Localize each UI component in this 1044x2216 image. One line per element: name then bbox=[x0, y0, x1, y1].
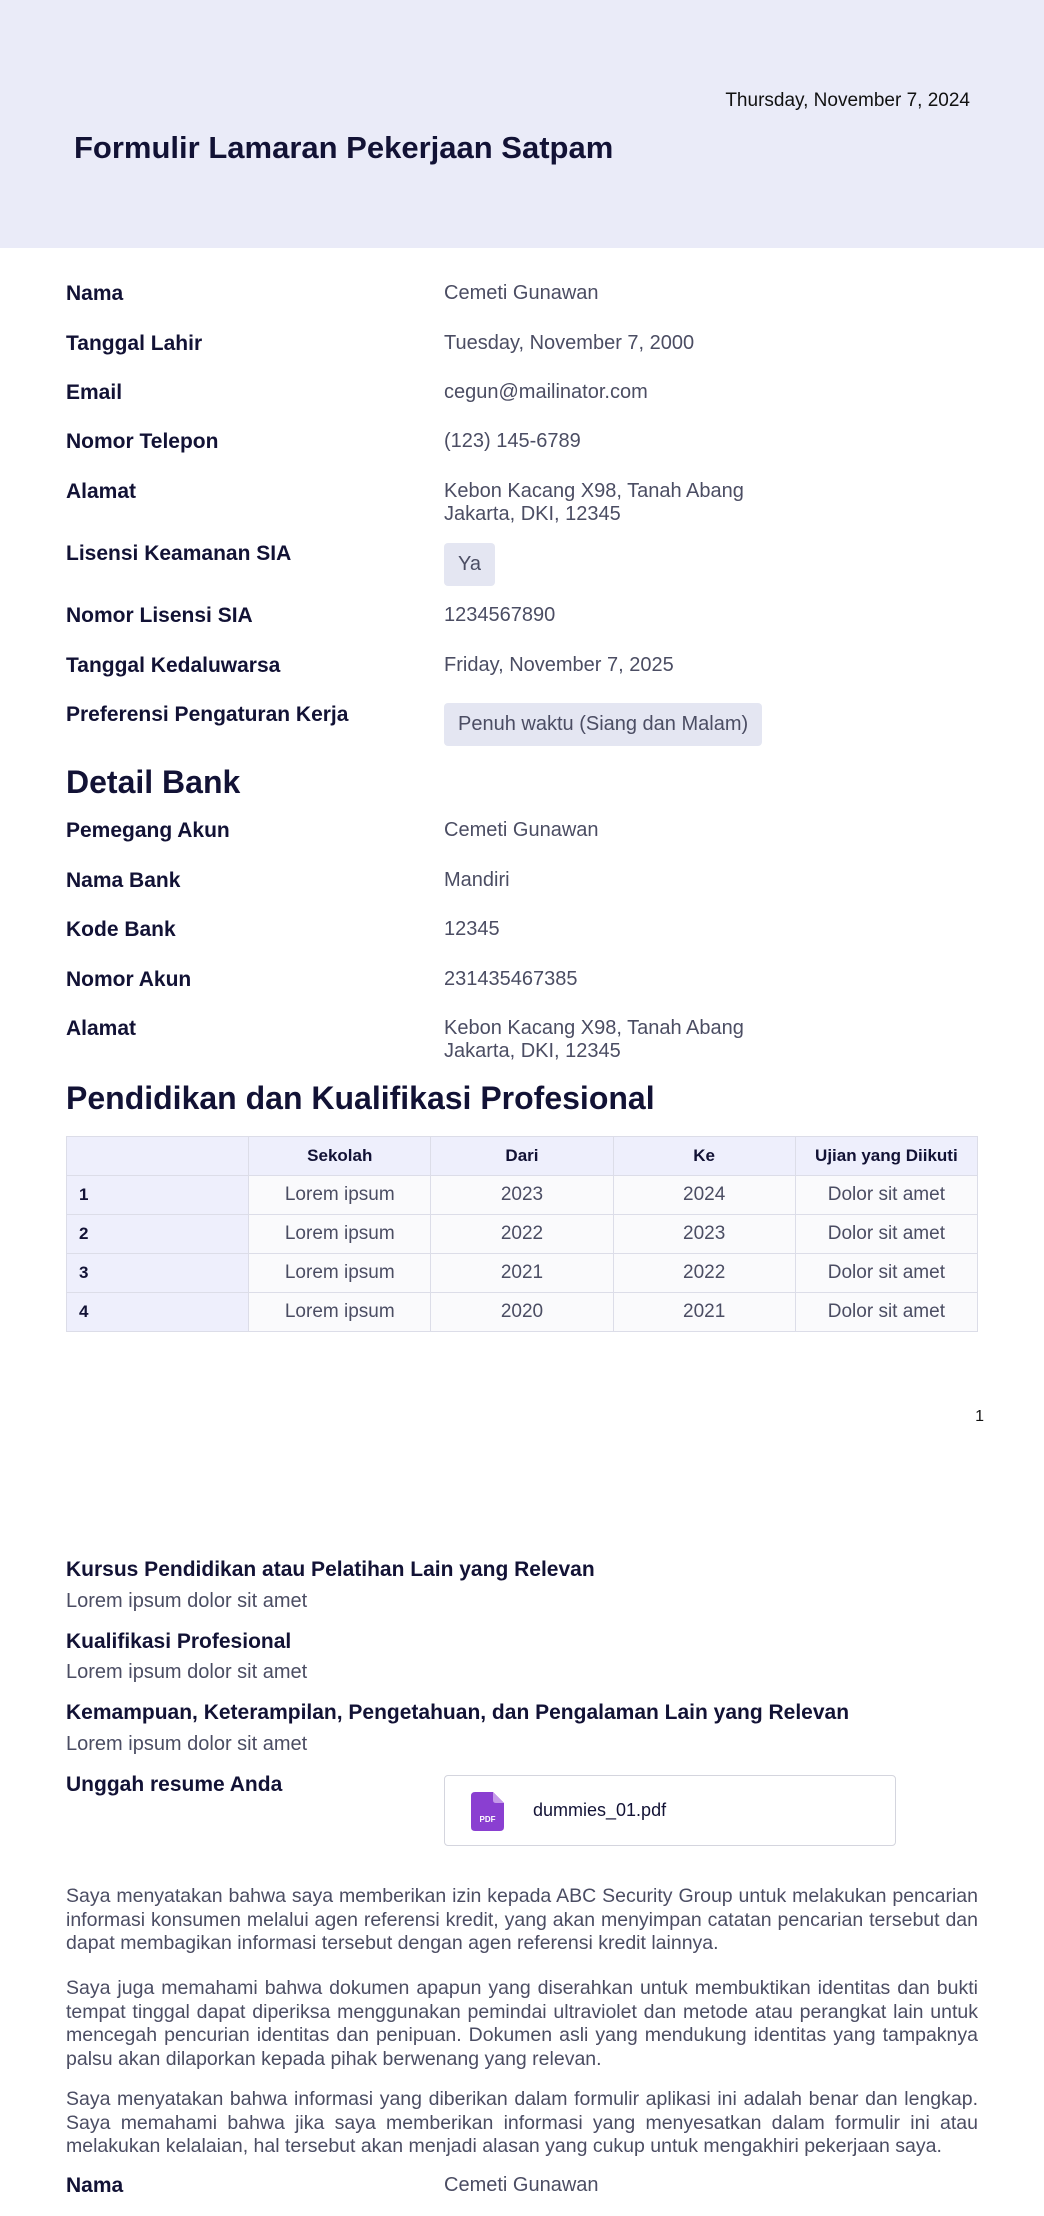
pdf-file-icon bbox=[471, 1792, 504, 1831]
field-value-line1: Kebon Kacang X98, Tanah Abang bbox=[444, 480, 744, 502]
resume-upload-label: Unggah resume Anda bbox=[66, 1773, 283, 1796]
table-cell: 2022 bbox=[613, 1254, 795, 1293]
field-label: Kode Bank bbox=[66, 918, 176, 941]
education-table bbox=[66, 1136, 978, 1332]
declaration-paragraph-3: Saya menyatakan bahwa informasi yang diberikan dalam formulir aplikasi ini adalah benar dan lengkap. Saya memahami bahwa jika saya memberikan informasi yang menyesatkan dalam formulir ini atau melakukan kelalaian, hal tersebut akan menjadi alasan yang cukup untuk mengakhiri pekerjaan saya. bbox=[66, 2088, 978, 2157]
table-cell: Lorem ipsum bbox=[249, 1176, 431, 1215]
field-label: Tanggal Lahir bbox=[66, 332, 203, 355]
field-value: cegun@mailinator.com bbox=[444, 381, 648, 403]
header-band bbox=[0, 0, 1044, 248]
resume-file-card[interactable] bbox=[444, 1775, 896, 1846]
field-label: Alamat bbox=[66, 1017, 137, 1040]
field-label: Pemegang Akun bbox=[66, 819, 230, 842]
field-label: Nama bbox=[66, 2174, 124, 2197]
field-label: Lisensi Keamanan SIA bbox=[66, 542, 292, 565]
column-header: Ke bbox=[613, 1137, 795, 1176]
education-section-heading: Pendidikan dan Kualifikasi Profesional bbox=[66, 1080, 655, 1116]
page-title: Formulir Lamaran Pekerjaan Satpam bbox=[74, 130, 614, 165]
field-label: Nama Bank bbox=[66, 869, 181, 892]
field-label: Preferensi Pengaturan Kerja bbox=[66, 703, 349, 726]
field-value: 231435467385 bbox=[444, 968, 578, 990]
column-header: Dari bbox=[431, 1137, 613, 1176]
column-header: Ujian yang Diikuti bbox=[795, 1137, 977, 1176]
field-value: Tuesday, November 7, 2000 bbox=[444, 332, 695, 354]
svg-text:PDF: PDF bbox=[479, 1815, 496, 1824]
field-label: Tanggal Kedaluwarsa bbox=[66, 654, 281, 677]
courses-label: Kursus Pendidikan atau Pelatihan Lain yang Relevan bbox=[66, 1558, 595, 1581]
field-value: Cemeti Gunawan bbox=[444, 819, 599, 841]
table-cell: 2022 bbox=[431, 1215, 613, 1254]
field-label: Email bbox=[66, 381, 123, 404]
bank-section-heading: Detail Bank bbox=[66, 764, 241, 800]
skills-label: Kemampuan, Keterampilan, Pengetahuan, dan Pengalaman Lain yang Relevan bbox=[66, 1701, 850, 1724]
field-value: Cemeti Gunawan bbox=[444, 2174, 599, 2196]
table-cell: Lorem ipsum bbox=[249, 1215, 431, 1254]
column-header bbox=[67, 1137, 249, 1176]
row-index: 2 bbox=[67, 1215, 249, 1254]
qualifications-value: Lorem ipsum dolor sit amet bbox=[66, 1661, 308, 1683]
table-cell: Dolor sit amet bbox=[795, 1293, 977, 1332]
resume-file-name[interactable]: dummies_01.pdf bbox=[533, 1800, 667, 1820]
field-label: Nomor Akun bbox=[66, 968, 192, 991]
table-cell: 2023 bbox=[431, 1176, 613, 1215]
field-value-line1: Kebon Kacang X98, Tanah Abang bbox=[444, 1017, 744, 1039]
sia-answer-pill: Ya bbox=[444, 543, 495, 586]
skills-value: Lorem ipsum dolor sit amet bbox=[66, 1733, 308, 1755]
table-header-row bbox=[67, 1137, 978, 1176]
field-value: 12345 bbox=[444, 918, 500, 940]
table-row bbox=[67, 1215, 978, 1254]
table-cell: 2021 bbox=[613, 1293, 795, 1332]
work-preference-pill: Penuh waktu (Siang dan Malam) bbox=[444, 703, 762, 746]
declaration-paragraph-2: Saya juga memahami bahwa dokumen apapun yang diserahkan untuk membuktikan identitas dan bukti tempat tinggal dapat diperiksa menggunakan pemindai ultraviolet dan metode atau perangkat lain untuk mencegah pencurian identitas dan penipuan. Dokumen asli yang mendukung identitas yang tampaknya palsu akan dilaporkan kepada pihak berwenang yang relevan. bbox=[66, 1977, 978, 2070]
table-cell: 2020 bbox=[431, 1293, 613, 1332]
field-label: Nomor Lisensi SIA bbox=[66, 604, 253, 627]
column-header: Sekolah bbox=[249, 1137, 431, 1176]
table-cell: Dolor sit amet bbox=[795, 1215, 977, 1254]
table-cell: 2024 bbox=[613, 1176, 795, 1215]
qualifications-label: Kualifikasi Profesional bbox=[66, 1630, 292, 1653]
table-cell: Lorem ipsum bbox=[249, 1293, 431, 1332]
table-cell: Dolor sit amet bbox=[795, 1254, 977, 1293]
row-index: 4 bbox=[67, 1293, 249, 1332]
table-row bbox=[67, 1293, 978, 1332]
table-cell: 2021 bbox=[431, 1254, 613, 1293]
field-value-line2: Jakarta, DKI, 12345 bbox=[444, 503, 621, 525]
field-value: Cemeti Gunawan bbox=[444, 282, 599, 304]
field-label: Nama bbox=[66, 282, 124, 305]
field-value: 1234567890 bbox=[444, 604, 556, 626]
field-label: Alamat bbox=[66, 480, 137, 503]
field-value: (123) 145-6789 bbox=[444, 430, 581, 452]
courses-value: Lorem ipsum dolor sit amet bbox=[66, 1590, 308, 1612]
table-row bbox=[67, 1254, 978, 1293]
page-number: 1 bbox=[975, 1408, 984, 1425]
field-label: Nomor Telepon bbox=[66, 430, 219, 453]
table-cell: Dolor sit amet bbox=[795, 1176, 977, 1215]
field-value: Mandiri bbox=[444, 869, 510, 891]
field-value-line2: Jakarta, DKI, 12345 bbox=[444, 1040, 621, 1062]
row-index: 1 bbox=[67, 1176, 249, 1215]
header-date: Thursday, November 7, 2024 bbox=[725, 90, 970, 111]
row-index: 3 bbox=[67, 1254, 249, 1293]
table-cell: 2023 bbox=[613, 1215, 795, 1254]
declaration-paragraph-1: Saya menyatakan bahwa saya memberikan izin kepada ABC Security Group untuk melakukan pencarian informasi konsumen melalui agen referensi kredit, yang akan menyimpan catatan pencarian tersebut dan dapat membagikan informasi tersebut dengan agen referensi kredit lainnya. bbox=[66, 1885, 978, 1954]
table-cell: Lorem ipsum bbox=[249, 1254, 431, 1293]
table-row bbox=[67, 1176, 978, 1215]
field-value: Friday, November 7, 2025 bbox=[444, 654, 674, 676]
